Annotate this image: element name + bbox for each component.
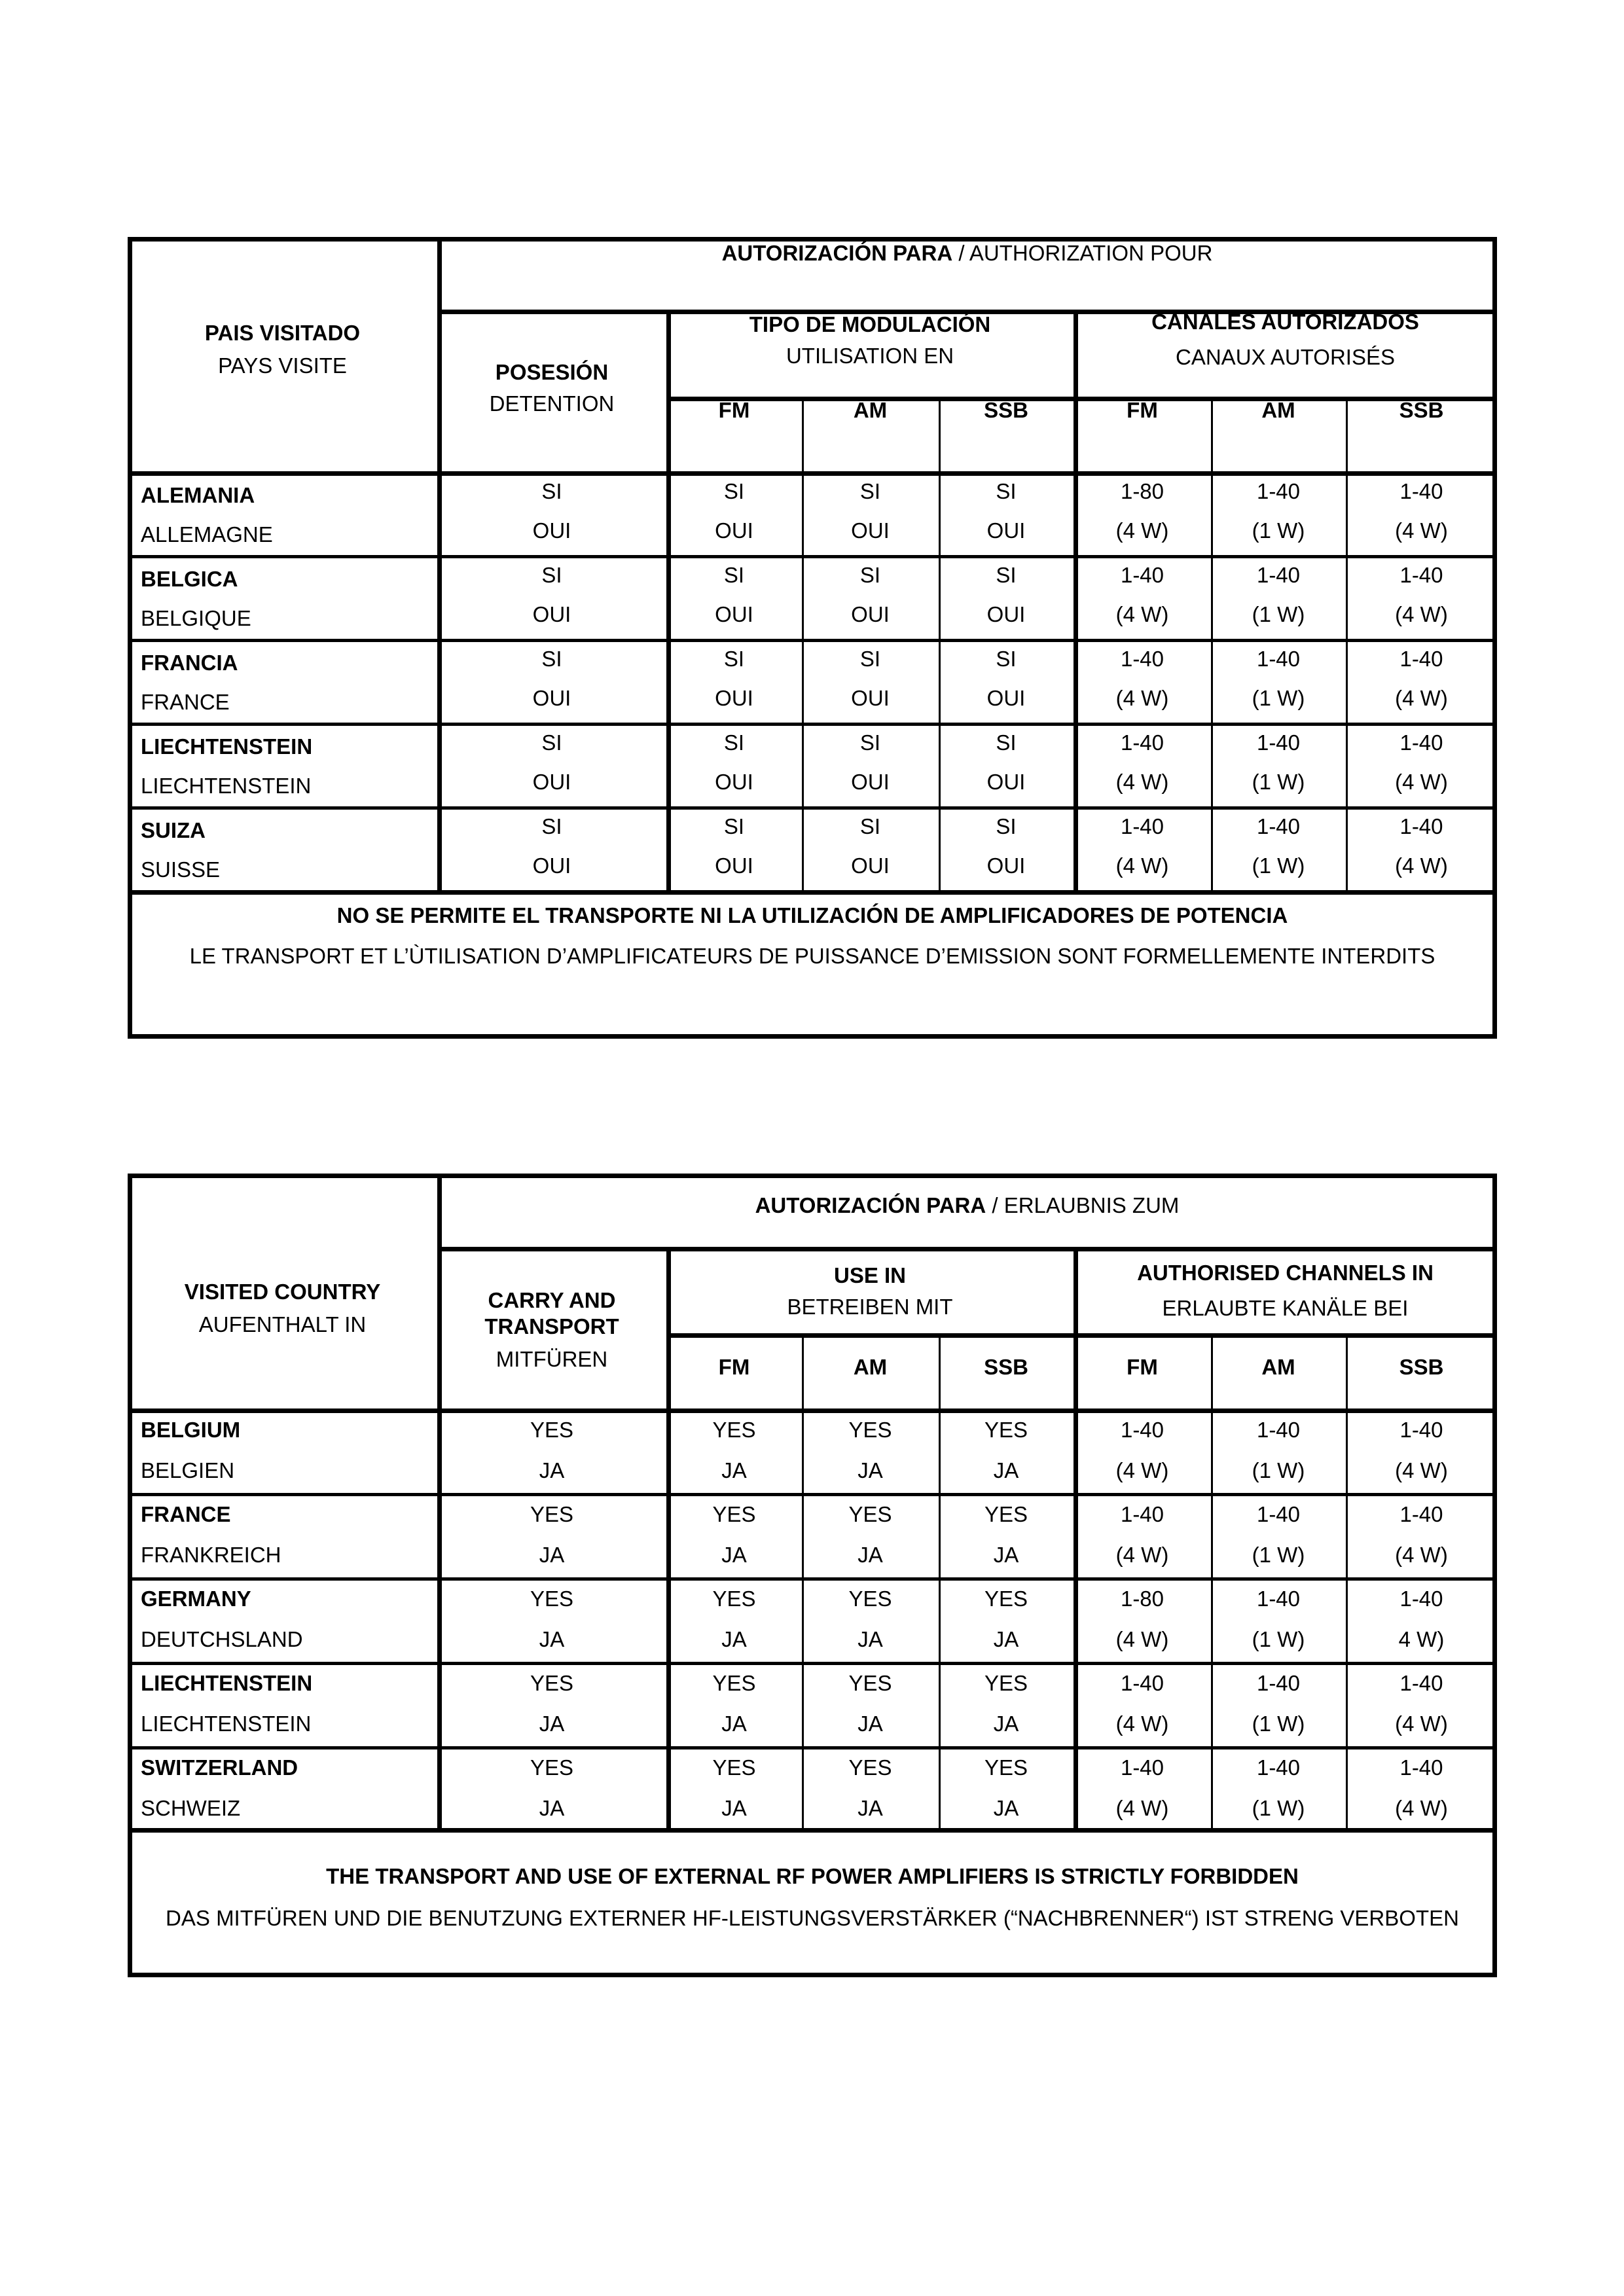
column-header: SSB — [984, 1355, 1028, 1379]
country-name-primary: BELGICA — [141, 567, 238, 591]
cell-value-secondary: JA — [993, 1712, 1019, 1736]
cell-value-primary: 1-40 — [1399, 1587, 1443, 1611]
row-divider — [128, 1662, 1497, 1665]
cell-value-primary: SI — [859, 479, 881, 503]
cell-value-primary: SI — [541, 814, 562, 838]
country-header-secondary: PAYS VISITE — [218, 353, 347, 378]
cell-value-primary: 1-40 — [1399, 647, 1443, 671]
country-name-secondary: ALLEMAGNE — [141, 522, 273, 547]
cell-value-secondary: OUI — [715, 518, 753, 543]
cell-value-primary: SI — [541, 730, 562, 755]
cell-value-secondary: OUI — [532, 518, 571, 543]
channels-header-primary: CANALES AUTORIZADOS — [1151, 310, 1419, 334]
row-divider — [128, 1577, 1497, 1581]
row-divider — [437, 1247, 1497, 1251]
cell-value-secondary: (4 W) — [1115, 1796, 1169, 1820]
cell-value-secondary: (4 W) — [1395, 1543, 1448, 1567]
column-header: AM — [853, 1355, 888, 1379]
country-name-secondary: SCHWEIZ — [141, 1796, 241, 1820]
cell-value-secondary: OUI — [715, 602, 753, 626]
cell-value-primary: 1-40 — [1399, 563, 1443, 587]
cell-value-secondary: OUI — [715, 686, 753, 710]
country-header-primary: PAIS VISITADO — [204, 321, 361, 345]
column-header: AM — [1261, 398, 1295, 422]
cell-value-secondary: OUI — [532, 853, 571, 878]
cell-value-secondary: JA — [857, 1543, 883, 1567]
cell-value-primary: SI — [859, 814, 881, 838]
cell-value-primary: YES — [530, 1418, 574, 1442]
cell-value-secondary: JA — [539, 1627, 565, 1651]
column-header: AM — [853, 398, 888, 422]
country-header-secondary: AUFENTHALT IN — [198, 1312, 367, 1336]
cell-value-primary: YES — [712, 1671, 756, 1695]
cell-value-primary: 1-80 — [1120, 1587, 1164, 1611]
cell-value-secondary: (4 W) — [1115, 1543, 1169, 1567]
possession-header-primary: POSESIÓN — [495, 360, 609, 384]
cell-value-primary: SI — [541, 479, 562, 503]
cell-value-secondary: (1 W) — [1252, 1796, 1305, 1820]
cell-value-primary: 1-40 — [1256, 479, 1301, 503]
cell-value-secondary: JA — [857, 1712, 883, 1736]
authorization-header — [755, 1193, 1180, 1218]
cell-value-primary: SI — [996, 563, 1017, 587]
cell-value-secondary: OUI — [986, 518, 1026, 543]
cell-value-primary: 1-40 — [1256, 1755, 1301, 1780]
cell-value-primary: 1-40 — [1120, 647, 1164, 671]
cell-value-primary: 1-40 — [1120, 814, 1164, 838]
cell-value-primary: SI — [723, 730, 745, 755]
country-name-primary: LIECHTENSTEIN — [141, 1671, 313, 1695]
column-divider — [1346, 1333, 1348, 1828]
country-name-primary: LIECHTENSTEIN — [141, 734, 313, 759]
country-name-secondary: BELGIEN — [141, 1458, 235, 1482]
cell-value-primary: YES — [712, 1418, 756, 1442]
cell-value-secondary: JA — [721, 1712, 747, 1736]
cell-value-primary: SI — [859, 647, 881, 671]
cell-value-secondary: OUI — [986, 770, 1026, 794]
cell-value-primary: SI — [723, 563, 745, 587]
cell-value-secondary: (1 W) — [1252, 518, 1305, 543]
column-header: FM — [1127, 398, 1158, 422]
channels-header-secondary: CANAUX AUTORISÉS — [1176, 345, 1395, 369]
cell-value-primary: 1-40 — [1256, 814, 1301, 838]
modulation-header-secondary: BETREIBEN MIT — [787, 1295, 953, 1319]
cell-value-secondary: OUI — [986, 686, 1026, 710]
cell-value-primary: 1-40 — [1399, 814, 1443, 838]
cell-value-secondary: OUI — [986, 853, 1026, 878]
cell-value-primary: 1-40 — [1120, 563, 1164, 587]
cell-value-primary: SI — [723, 479, 745, 503]
cell-value-primary: YES — [984, 1671, 1028, 1695]
possession-header-primary-2: TRANSPORT — [484, 1314, 619, 1338]
cell-value-primary: YES — [984, 1755, 1028, 1780]
cell-value-primary: YES — [530, 1755, 574, 1780]
cell-value-secondary: (4 W) — [1395, 853, 1448, 878]
cell-value-primary: YES — [848, 1671, 892, 1695]
cell-value-secondary: OUI — [851, 518, 890, 543]
cell-value-secondary: (4 W) — [1115, 1627, 1169, 1651]
cell-value-primary: SI — [859, 730, 881, 755]
cell-value-secondary: OUI — [851, 853, 890, 878]
cell-value-secondary: JA — [993, 1543, 1019, 1567]
country-name-primary: ALEMANIA — [141, 483, 255, 507]
column-header: SSB — [1399, 1355, 1444, 1379]
cell-value-secondary: (4 W) — [1115, 518, 1169, 543]
row-divider — [128, 1493, 1497, 1496]
cell-value-primary: SI — [996, 730, 1017, 755]
cell-value-primary: 1-40 — [1399, 1418, 1443, 1442]
cell-value-primary: YES — [530, 1671, 574, 1695]
cell-value-secondary: JA — [993, 1458, 1019, 1482]
cell-value-secondary: (1 W) — [1252, 686, 1305, 710]
cell-value-secondary: (4 W) — [1395, 1712, 1448, 1736]
country-name-primary: BELGIUM — [141, 1418, 241, 1442]
cell-value-primary: 1-40 — [1256, 1502, 1301, 1526]
cell-value-secondary: (1 W) — [1252, 1543, 1305, 1567]
possession-header-secondary: MITFÜREN — [496, 1347, 608, 1371]
cell-value-secondary: OUI — [851, 770, 890, 794]
cell-value-secondary: JA — [857, 1458, 883, 1482]
cell-value-secondary: OUI — [532, 602, 571, 626]
modulation-header-secondary: UTILISATION EN — [785, 344, 954, 368]
cell-value-secondary: (4 W) — [1115, 686, 1169, 710]
cell-value-secondary: JA — [539, 1458, 565, 1482]
authorization-header-normal: / AUTHORIZATION POUR — [952, 241, 1213, 265]
column-header: SSB — [1399, 398, 1444, 422]
cell-value-primary: 1-40 — [1120, 730, 1164, 755]
cell-value-primary: YES — [712, 1755, 756, 1780]
country-name-primary: GERMANY — [141, 1587, 251, 1611]
cell-value-secondary: (1 W) — [1252, 1627, 1305, 1651]
cell-value-primary: SI — [996, 814, 1017, 838]
cell-value-secondary: OUI — [532, 770, 571, 794]
cell-value-primary: SI — [541, 563, 562, 587]
channels-header-secondary: ERLAUBTE KANÄLE BEI — [1162, 1296, 1409, 1320]
country-name-primary: SUIZA — [141, 818, 206, 842]
country-name-secondary: DEUTCHSLAND — [141, 1627, 303, 1651]
cell-value-primary: 1-40 — [1256, 647, 1301, 671]
cell-value-secondary: JA — [721, 1458, 747, 1482]
column-header: FM — [718, 1355, 750, 1379]
cell-value-primary: 1-40 — [1256, 563, 1301, 587]
footer-notice-secondary: LE TRANSPORT ET L’ÙTILISATION D’AMPLIFICATEURS DE PUISSANCE D’EMISSION SONT FORMELLEMENTE INTERDITS — [189, 944, 1435, 968]
column-header: FM — [718, 398, 750, 422]
cell-value-primary: SI — [996, 479, 1017, 503]
cell-value-secondary: (1 W) — [1252, 770, 1305, 794]
footer-notice-primary: THE TRANSPORT AND USE OF EXTERNAL RF POWER AMPLIFIERS IS STRICTLY FORBIDDEN — [326, 1864, 1299, 1888]
cell-value-secondary: OUI — [851, 602, 890, 626]
cell-value-primary: 1-40 — [1399, 1755, 1443, 1780]
cell-value-secondary: OUI — [715, 853, 753, 878]
country-name-primary: SWITZERLAND — [141, 1755, 298, 1780]
cell-value-secondary: JA — [857, 1796, 883, 1820]
cell-value-secondary: (4 W) — [1395, 1458, 1448, 1482]
modulation-header-primary: TIPO DE MODULACIÓN — [749, 312, 991, 336]
cell-value-primary: SI — [541, 647, 562, 671]
modulation-header-primary: USE IN — [833, 1263, 907, 1287]
row-divider — [128, 1408, 1497, 1413]
cell-value-secondary: JA — [721, 1796, 747, 1820]
authorization-header-bold: AUTORIZACIÓN PARA — [755, 1193, 986, 1217]
cell-value-secondary: (1 W) — [1252, 1712, 1305, 1736]
cell-value-primary: YES — [530, 1502, 574, 1526]
column-header: SSB — [984, 398, 1028, 422]
cell-value-primary: SI — [723, 647, 745, 671]
cell-value-secondary: JA — [539, 1796, 565, 1820]
country-name-secondary: SUISSE — [141, 857, 221, 882]
column-header: AM — [1261, 1355, 1295, 1379]
cell-value-secondary: (4 W) — [1115, 1712, 1169, 1736]
cell-value-secondary: 4 W) — [1398, 1627, 1445, 1651]
cell-value-primary: YES — [984, 1502, 1028, 1526]
cell-value-secondary: (1 W) — [1252, 1458, 1305, 1482]
footer-notice-primary: NO SE PERMITE EL TRANSPORTE NI LA UTILIZACIÓN DE AMPLIFICADORES DE POTENCIA — [336, 903, 1288, 927]
cell-value-secondary: (4 W) — [1395, 518, 1448, 543]
cell-value-secondary: JA — [993, 1627, 1019, 1651]
cell-value-primary: 1-40 — [1120, 1671, 1164, 1695]
country-name-primary: FRANCIA — [141, 651, 238, 675]
country-name-secondary: LIECHTENSTEIN — [141, 774, 312, 798]
cell-value-primary: YES — [848, 1755, 892, 1780]
cell-value-secondary: (4 W) — [1115, 1458, 1169, 1482]
cell-value-primary: 1-40 — [1256, 730, 1301, 755]
cell-value-primary: YES — [712, 1502, 756, 1526]
possession-header-primary: CARRY AND — [488, 1288, 616, 1312]
cell-value-secondary: (4 W) — [1395, 770, 1448, 794]
cell-value-secondary: (1 W) — [1252, 853, 1305, 878]
country-name-secondary: LIECHTENSTEIN — [141, 1712, 312, 1736]
country-name-secondary: BELGIQUE — [141, 606, 251, 630]
cell-value-secondary: JA — [721, 1543, 747, 1567]
cell-value-primary: SI — [723, 814, 745, 838]
cell-value-secondary: (4 W) — [1115, 770, 1169, 794]
cell-value-primary: 1-40 — [1399, 1671, 1443, 1695]
row-divider — [666, 1333, 1497, 1338]
column-divider — [1211, 1333, 1213, 1828]
cell-value-primary: 1-40 — [1256, 1587, 1301, 1611]
cell-value-primary: 1-40 — [1256, 1418, 1301, 1442]
cell-value-primary: YES — [848, 1587, 892, 1611]
column-divider — [939, 1333, 941, 1828]
cell-value-primary: 1-40 — [1399, 479, 1443, 503]
cell-value-primary: YES — [984, 1418, 1028, 1442]
cell-value-secondary: (4 W) — [1115, 602, 1169, 626]
cell-value-primary: 1-40 — [1399, 1502, 1443, 1526]
cell-value-primary: YES — [848, 1418, 892, 1442]
column-header: FM — [1127, 1355, 1158, 1379]
cell-value-primary: YES — [712, 1587, 756, 1611]
country-name-secondary: FRANKREICH — [141, 1543, 281, 1567]
cell-value-secondary: JA — [721, 1627, 747, 1651]
authorization-header-bold: AUTORIZACIÓN PARA — [721, 241, 953, 265]
cell-value-secondary: (1 W) — [1252, 602, 1305, 626]
cell-value-secondary: OUI — [986, 602, 1026, 626]
cell-value-secondary: OUI — [851, 686, 890, 710]
cell-value-primary: 1-40 — [1256, 1671, 1301, 1695]
cell-value-primary: 1-40 — [1120, 1755, 1164, 1780]
footer-notice-secondary: DAS MITFÜREN UND DIE BENUTZUNG EXTERNER HF-LEISTUNGSVERSTÄRKER (“NACHBRENNER“) IST STRENG VERBOTEN — [166, 1906, 1459, 1930]
cell-value-secondary: JA — [857, 1627, 883, 1651]
cell-value-primary: 1-80 — [1120, 479, 1164, 503]
cell-value-primary: YES — [530, 1587, 574, 1611]
authorization-header-normal: / ERLAUBNIS ZUM — [986, 1193, 1180, 1217]
row-divider — [128, 1746, 1497, 1749]
cell-value-secondary: JA — [539, 1712, 565, 1736]
cell-value-secondary: (4 W) — [1395, 1796, 1448, 1820]
cell-value-primary: 1-40 — [1120, 1418, 1164, 1442]
possession-header-secondary: DETENTION — [489, 391, 615, 416]
cell-value-secondary: OUI — [715, 770, 753, 794]
row-divider — [128, 1828, 1497, 1833]
column-divider — [437, 1174, 442, 1828]
cell-value-secondary: (4 W) — [1115, 853, 1169, 878]
cell-value-secondary: OUI — [532, 686, 571, 710]
channels-header-primary: AUTHORISED CHANNELS IN — [1137, 1261, 1434, 1285]
cell-value-primary: SI — [859, 563, 881, 587]
cell-value-primary: YES — [984, 1587, 1028, 1611]
cell-value-secondary: JA — [539, 1543, 565, 1567]
cell-value-secondary: (4 W) — [1395, 602, 1448, 626]
country-header-primary: VISITED COUNTRY — [184, 1280, 381, 1304]
country-name-secondary: FRANCE — [141, 690, 230, 714]
cell-value-primary: 1-40 — [1399, 730, 1443, 755]
country-name-primary: FRANCE — [141, 1502, 231, 1526]
cell-value-primary: SI — [996, 647, 1017, 671]
column-divider — [802, 1333, 804, 1828]
cell-value-secondary: (4 W) — [1395, 686, 1448, 710]
cell-value-primary: YES — [848, 1502, 892, 1526]
cell-value-primary: 1-40 — [1120, 1502, 1164, 1526]
cell-value-secondary: JA — [993, 1796, 1019, 1820]
